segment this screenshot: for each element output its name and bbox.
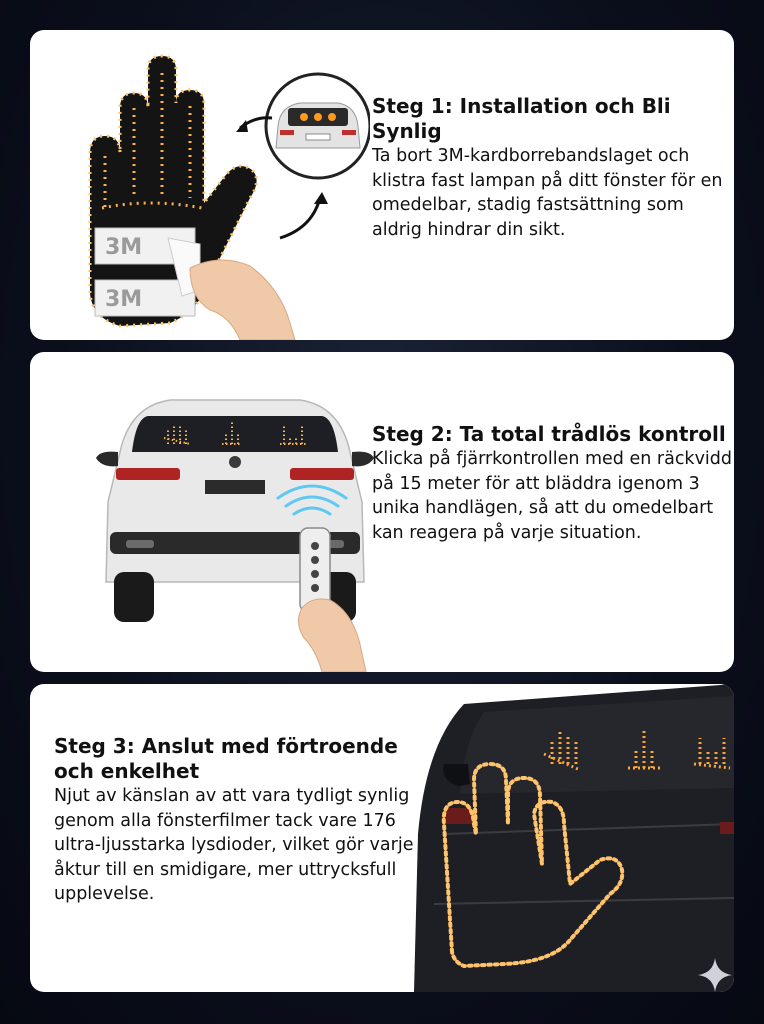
svg-text:3M: 3M [105,287,143,312]
step-1-title: Steg 1: Installation och Bli Synlig [372,94,671,143]
step-1-text [372,94,732,242]
rear-window [132,416,338,452]
step-1-description: Ta bort 3M-kardborrebandslaget och klistra fast lampan på ditt fönster för en omedelbar, stadig fastsättning som aldrig hindrar din sikt. [372,146,723,240]
step-3-card [30,684,734,992]
step-2-description: Klicka på fjärrkontrollen med en räckvidd på 15 meter för att bläddra igenom 3 unika handlägen, så att du omedelbart kan reagera på varje situation. [372,449,733,543]
step-3-text [54,734,436,907]
led-hand-with-3m-tape-illustration [50,48,370,340]
step-1-card [30,30,734,340]
wheel-left [114,572,154,622]
sparkle-icon [698,958,732,992]
svg-text:3M: 3M [105,235,143,260]
dark-car-with-led-hand-illustration [404,684,734,992]
white-suv-with-remote-illustration [90,382,380,672]
step-2-card [30,352,734,672]
step-2-text [372,422,732,545]
brand-logo [229,456,241,468]
step-3-description: Njut av känslan av att vara tydligt synlig genom alla fönsterfilmer tack vare 176 ultra-ljusstarka lysdioder, vilket gör varje åktur till en smidigare, mer uttrycksfull upplevelse. [54,786,414,904]
tail-light [446,808,472,824]
step-3-title: Steg 3: Anslut med förtroende och enkelhet [54,734,398,783]
inset-car-rear [276,103,360,148]
license-plate [205,480,265,494]
human-hand [190,260,295,340]
step-2-title: Steg 2: Ta total trådlös kontroll [372,422,726,446]
tail-light-right [290,468,354,480]
tail-light-left [116,468,180,480]
